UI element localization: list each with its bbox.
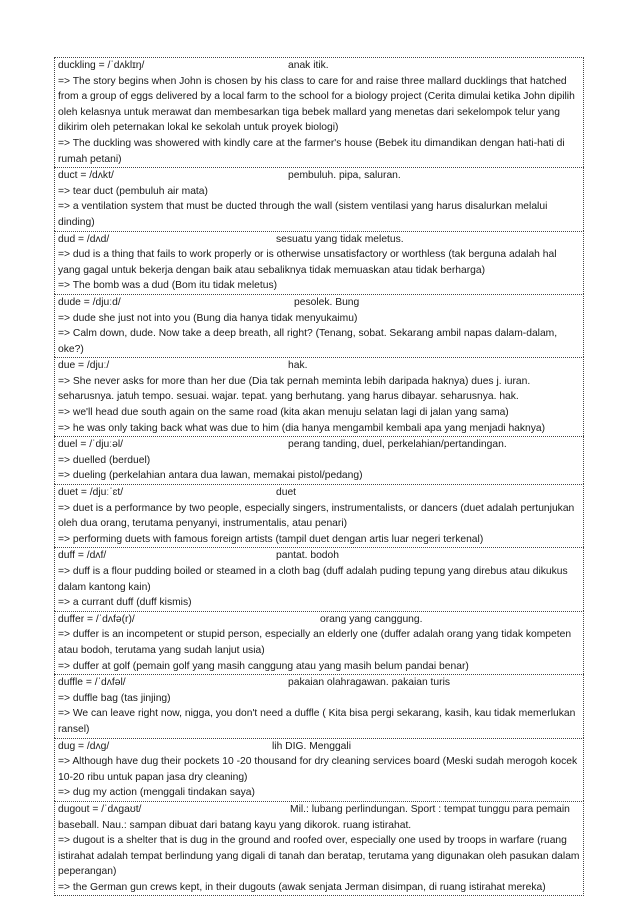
entry-term: duct = /dʌkt/ bbox=[58, 170, 114, 182]
entry-example: => The bomb was a dud (Bom itu tidak meletus) bbox=[58, 280, 278, 292]
entry-example: => a ventilation system that must be ducted through the wall (sistem ventilasi yang harus disalurkan melalui dinding) bbox=[58, 201, 548, 228]
entry-term: dud = /dʌd/ bbox=[58, 233, 110, 245]
entry-duffer bbox=[54, 611, 584, 674]
entry-example: => duet is a performance by two people, especially singers, instrumentalists, or dancers (duet adalah pertunjukan oleh dua orang, terutama penyanyi, instrumentalis, atau penari) bbox=[58, 502, 575, 530]
entry-term: duel = /ˈdjuːəl/ bbox=[58, 439, 123, 451]
entry-example: => duffer at golf (pemain golf yang masih canggung atau yang masih belum pandai benar) bbox=[58, 660, 469, 672]
entry-due bbox=[54, 357, 584, 436]
entry-meaning: anak itik. bbox=[288, 60, 329, 71]
entry-meaning: orang yang canggung. bbox=[320, 613, 423, 625]
entry-example: => dude she just not into you (Bung dia hanya tidak menyukaimu) bbox=[58, 312, 358, 324]
entry-meaning: pakaian olahragawan. pakaian turis bbox=[288, 677, 451, 689]
entry-example: => The story begins when John is chosen by his class to care for and raise three mallard ducklings that hatched from a group of eggs delivered by a local farm to the school for a biology project (Cerita dimulai ketika John dipilih oleh kelasnya untuk merawat dan membesarkan tiga bebek mallard yang menetas dari sekelompok telur yang dikirim oleh peternakan lokal ke sekolah untuk proyek biologi) bbox=[58, 75, 575, 134]
entry-duct bbox=[54, 167, 584, 230]
entry-meaning: duet bbox=[276, 487, 297, 499]
entry-example: => dud is a thing that fails to work properly or is otherwise unsatisfactory or worthless (tak berguna adalah hal yang gagal untuk bekerja dengan baik atau sebaliknya tidak memuaskan atau tidak berharga) bbox=[58, 249, 557, 276]
entry-meaning: perang tanding, duel, perkelahian/pertandingan. bbox=[288, 439, 507, 451]
entry-example: => duffer is an incompetent or stupid person, especially an elderly one (duffer adalah orang yang tidak kompeten atau bodoh, terutama yang sudah lanjut usia) bbox=[58, 629, 572, 656]
entry-example: => a currant duff (duff kismis) bbox=[58, 597, 192, 609]
entry-example: => tear duct (pembuluh air mata) bbox=[58, 185, 208, 197]
entry-dud bbox=[54, 231, 584, 294]
entry-meaning: lih DIG. Menggali bbox=[272, 740, 351, 752]
entry-term: due = /djuː/ bbox=[58, 360, 110, 372]
entry-meaning: pantat. bodoh bbox=[276, 550, 339, 562]
entry-term: dude = /djuːd/ bbox=[58, 296, 121, 308]
entry-duckling bbox=[54, 57, 584, 167]
entry-term: dugout = /ˈdʌɡaʊt/ bbox=[58, 803, 142, 815]
entry-duet bbox=[54, 484, 584, 547]
entry-dug bbox=[54, 738, 584, 801]
entry-example: => dug my action (menggali tindakan saya) bbox=[58, 787, 255, 799]
entry-meaning: hak. bbox=[288, 360, 308, 372]
entry-duel bbox=[54, 436, 584, 484]
entry-example: => performing duets with famous foreign artists (tampil duet dengan artis luar negeri terkenal) bbox=[58, 533, 484, 545]
entry-example: => he was only taking back what was due to him (dia hanya mengambil kembali apa yang menjadi haknya) bbox=[58, 422, 546, 434]
entry-duffle bbox=[54, 674, 584, 737]
entry-dude bbox=[54, 294, 584, 357]
entry-example: => She never asks for more than her due (Dia tak pernah meminta lebih daripada haknya) dues j. iuran. seharusnya. jatuh tempo. sesuai. wajar. tepat. yang berhutang. yang harus dibayar. seharusnya. hak. bbox=[58, 375, 531, 403]
entry-term: duff = /dʌf/ bbox=[58, 550, 107, 562]
entry-example: => We can leave right now, nigga, you don't need a duffle ( Kita bisa pergi sekarang, kasih, kau tidak memerlukan ransel) bbox=[58, 708, 576, 735]
entry-example: => Although have dug their pockets 10 -20 thousand for dry cleaning services board (Meski sudah merogoh kocek 10-20 ribu untuk papan jasa dry cleaning) bbox=[58, 756, 578, 783]
entry-term: duffer = /ˈdʌfə(r)/ bbox=[58, 613, 135, 625]
entry-meaning: Mil.: lubang perlindungan. Sport : tempat tunggu para pemain baseball. Nau.: sampan dibuat dari batang kayu yang dikorok. ruang istirahat. bbox=[58, 803, 570, 831]
entry-example: => The duckling was showered with kindly care at the farmer's house (Bebek itu dimandikan dengan hati-hati di rumah petani) bbox=[58, 137, 565, 165]
entry-example: => duffle bag (tas jinjing) bbox=[58, 692, 171, 704]
dictionary-sheet bbox=[54, 57, 584, 896]
entry-meaning: pesolek. Bung bbox=[294, 296, 360, 308]
entry-example: => dueling (perkelahian antara dua lawan, memakai pistol/pedang) bbox=[58, 470, 363, 482]
entry-term: dug = /dʌɡ/ bbox=[58, 740, 110, 752]
entry-term: duffle = /ˈdʌfəl/ bbox=[58, 677, 126, 689]
entry-example: => Calm down, dude. Now take a deep breath, all right? (Tenang, sobat. Sekarang ambil napas dalam-dalam, oke?) bbox=[58, 328, 558, 355]
entry-duff bbox=[54, 547, 584, 610]
entry-example: => the German gun crews kept, in their dugouts (awak senjata Jerman disimpan, di ruang istirahat mereka) bbox=[58, 881, 546, 893]
entry-term: duet = /djuːˈɛt/ bbox=[58, 487, 124, 499]
entry-example: => dugout is a shelter that is dug in the ground and roofed over, especially one used by troops in warfare (ruang istirahat adalah tempat berlindung yang digali di tanah dan beratap, terutama yang digunakan oleh pasukan dalam peperangan) bbox=[58, 835, 580, 878]
entry-example: => duelled (berduel) bbox=[58, 454, 151, 466]
entry-example: => we'll head due south again on the same road (kita akan menuju selatan lagi di jalan yang sama) bbox=[58, 407, 509, 419]
entry-term: duckling = /ˈdʌklɪŋ/ bbox=[58, 60, 145, 71]
entry-meaning: pembuluh. pipa, saluran. bbox=[288, 170, 401, 182]
entry-dugout bbox=[54, 801, 584, 897]
entry-meaning: sesuatu yang tidak meletus. bbox=[276, 233, 404, 245]
entry-example: => duff is a flour pudding boiled or steamed in a cloth bag (duff adalah puding tepung yang direbus atau dikukus dalam kantong kain) bbox=[58, 566, 568, 593]
